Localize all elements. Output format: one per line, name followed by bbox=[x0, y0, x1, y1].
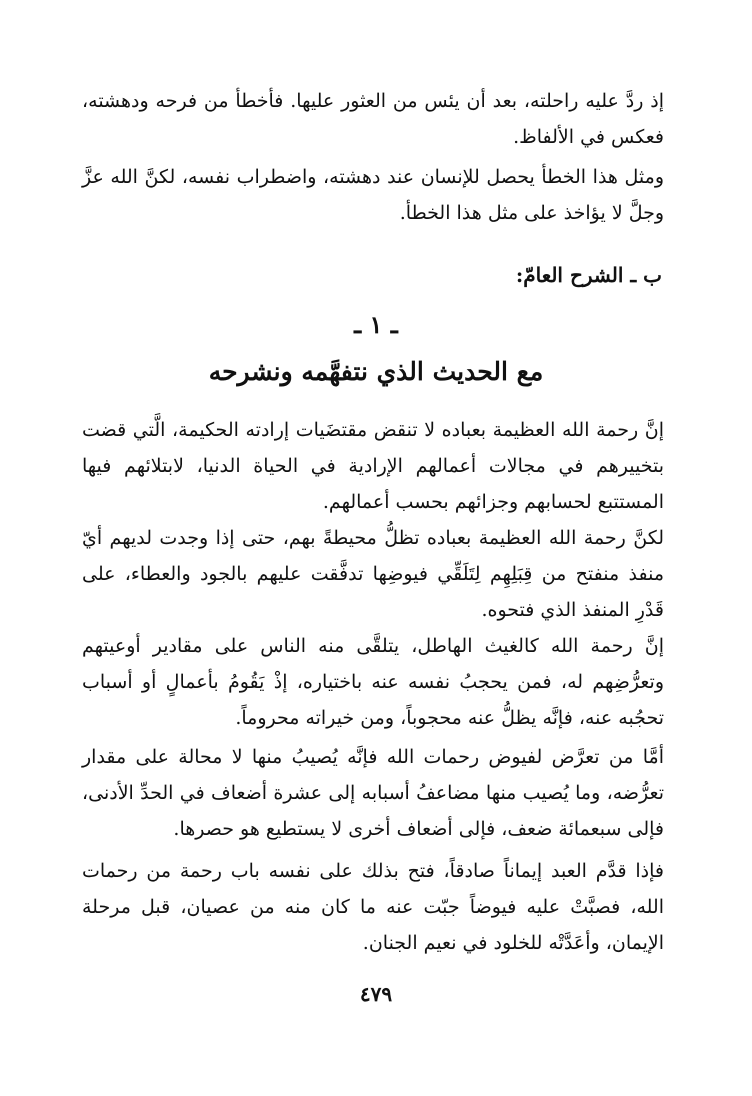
paragraph-text: إنَّ رحمة الله العظيمة بعباده لا تنقض مقتضَيات إرادته الحكيمة، الَّتي قضت بتخييرهم في مجالات أعمالهم الإرادية في الحياة الدنيا، لابتلائهم فيها المستتبع لحسابهم وجزائهم بحسب أعمالهم. bbox=[82, 419, 664, 513]
paragraph-text: فإذا قدَّم العبد إيماناً صادقاً، فتح بذلك على نفسه باب رحمة من رحمات الله، فصبَّتْ عليه فيوضاً جبّت عنه ما كان منه من عصيان، قبل مرحلة الإيمان، وأعَدَّتْه للخلود في نعيم الجنان. bbox=[82, 860, 664, 954]
paragraph-text: أمَّا من تعرَّض لفيوض رحمات الله فإنَّه يُصيبُ منها لا محالة على مقدار تعرُّضه، وما يُصيب منها مضاعفُ أسبابه إلى عشرة أضعاف في الحدِّ الأدنى، فإلى سبعمائة ضعف، فإلى أضعاف أخرى لا يستطيع هو حصرها. bbox=[82, 746, 664, 840]
paragraph-text: إنَّ رحمة الله كالغيث الهاطل، يتلقَّى منه الناس على مقادير أوعيتهم وتعرُّضِهم له، فمن يحجبُ نفسه عنه باختياره، إذْ يَقُومُ بأعمالٍ أو أسباب تحجُبه عنه، فإنَّه يظلُّ عنه محجوباً، ومن خيراته محروماً. bbox=[82, 635, 664, 729]
section-heading: ب ـ الشرح العامّ: bbox=[515, 263, 662, 287]
intro-paragraph-2 bbox=[82, 159, 664, 231]
body-paragraph-5 bbox=[82, 853, 664, 961]
paragraph-text: إذ ردَّ عليه راحلته، بعد أن يئس من العثور عليها. فأخطأ من فرحه ودهشته، فعكس في الألفاظ. bbox=[82, 90, 664, 148]
page-number: ٤٧٩ bbox=[359, 982, 393, 1006]
body-paragraph-2 bbox=[82, 520, 664, 628]
body-paragraph-3 bbox=[82, 628, 664, 736]
body-paragraph-4 bbox=[82, 739, 664, 847]
section-title: مع الحديث الذي نتفهَّمه ونشرحه bbox=[208, 357, 544, 386]
intro-paragraph-1 bbox=[82, 83, 664, 155]
body-paragraph-1 bbox=[82, 412, 664, 520]
paragraph-text: لكنَّ رحمة الله العظيمة بعباده تظلُّ محيطةً بهم، حتى إذا وجدت لديهم أيّ منفذ منفتح من قِبَلِهِم لِتَلَقِّي فيوضِها تدفَّقت عليهم بالجود والعطاء، على قَدْرِ المنفذ الذي فتحوه. bbox=[82, 527, 664, 621]
section-number: ـ ١ ـ bbox=[354, 310, 398, 339]
paragraph-text: ومثل هذا الخطأ يحصل للإنسان عند دهشته، واضطراب نفسه، لكنَّ الله عزَّ وجلَّ لا يؤاخذ على مثل هذا الخطأ. bbox=[82, 166, 664, 224]
